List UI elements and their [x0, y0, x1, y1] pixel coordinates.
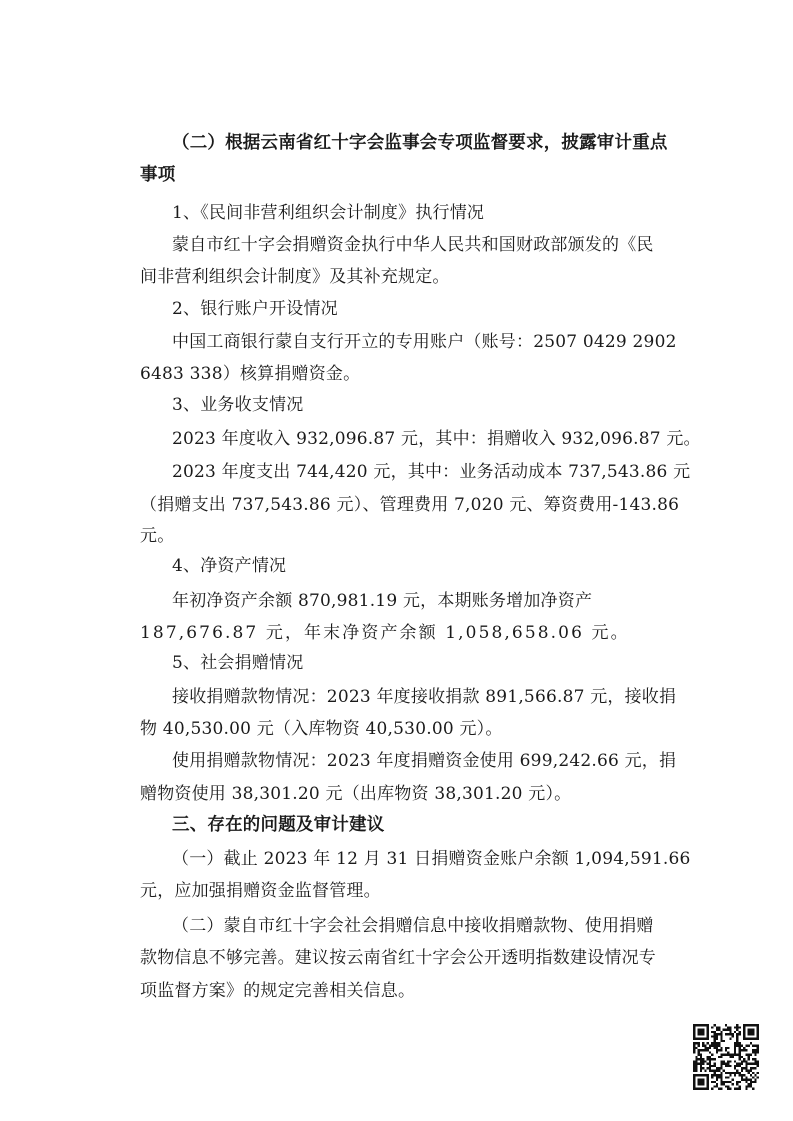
- paragraph-line: 2023 年度收入 932,096.87 元，其中：捐赠收入 932,096.87 元。: [172, 429, 701, 449]
- paragraph-line: 中国工商银行蒙自支行开立的专用账户（账号：2507 0429 2902: [172, 332, 677, 352]
- section-heading-issues: 三、存在的问题及审计建议: [172, 815, 385, 835]
- item-heading-donations: 5、社会捐赠情况: [172, 653, 304, 673]
- paragraph-line: （捐赠支出 737,543.86 元）、管理费用 7,020 元、筹资费用-143.86: [140, 495, 680, 515]
- paragraph-line: 蒙自市红十字会捐赠资金执行中华人民共和国财政部颁发的《民: [172, 235, 654, 255]
- paragraph-line: 年初净资产余额 870,981.19 元，本期账务增加净资产: [172, 591, 593, 611]
- paragraph-line: 接收捐赠款物情况：2023 年度接收捐款 891,566.87 元，接收捐: [172, 687, 677, 707]
- paragraph-line: 187,676.87 元，年末净资产余额 1,058,658.06 元。: [140, 623, 630, 643]
- item-heading-accounting-system: 1、《民间非营利组织会计制度》执行情况: [172, 203, 485, 223]
- item-heading-net-assets: 4、净资产情况: [172, 556, 287, 576]
- paragraph-line: 使用捐赠款物情况：2023 年度捐赠资金使用 699,242.66 元，捐: [172, 751, 677, 771]
- qr-code-icon: [693, 1024, 759, 1090]
- paragraph-line: （二）蒙自市红十字会社会捐赠信息中接收捐赠款物、使用捐赠: [172, 916, 654, 936]
- paragraph-line: 2023 年度支出 744,420 元，其中：业务活动成本 737,543.86 元: [172, 462, 691, 482]
- section-heading-continued: 事项: [140, 165, 176, 185]
- item-heading-bank-account: 2、银行账户开设情况: [172, 299, 338, 319]
- paragraph-line: 元，应加强捐赠资金监督管理。: [140, 881, 381, 901]
- paragraph-line: 物 40,530.00 元（入库物资 40,530.00 元）。: [140, 719, 503, 739]
- paragraph-line: 6483 338）核算捐赠资金。: [140, 364, 361, 384]
- paragraph-line: 间非营利组织会计制度》及其补充规定。: [140, 267, 450, 287]
- section-heading: （二）根据云南省红十字会监事会专项监督要求，披露审计重点: [172, 133, 668, 153]
- paragraph-line: 款物信息不够完善。建议按云南省红十字会公开透明指数建设情况专: [140, 948, 656, 968]
- paragraph-line: 项监督方案》的规定完善相关信息。: [140, 981, 416, 1001]
- item-heading-income-expense: 3、业务收支情况: [172, 395, 304, 415]
- paragraph-line: 元。: [140, 526, 175, 546]
- paragraph-line: 赠物资使用 38,301.20 元（出库物资 38,301.20 元）。: [140, 784, 572, 804]
- paragraph-line: （一）截止 2023 年 12 月 31 日捐赠资金账户余额 1,094,591.66: [172, 849, 691, 869]
